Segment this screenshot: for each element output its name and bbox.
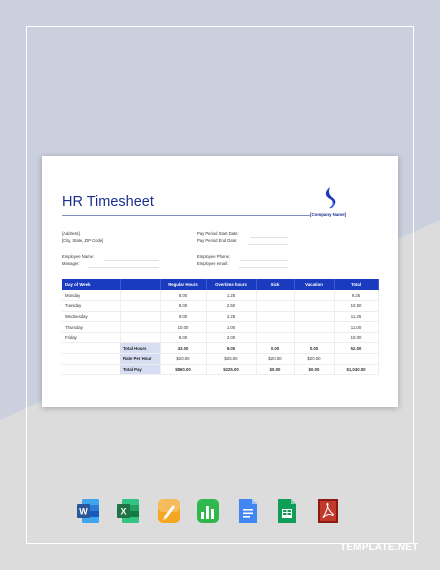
summary-cell: $1,040.00 <box>334 364 378 375</box>
table-cell[interactable]: 9.00 <box>160 311 206 322</box>
table-cell[interactable] <box>256 332 294 343</box>
table-cell: 10.00 <box>334 332 378 343</box>
table-row <box>62 301 378 312</box>
column-header: Overtime hours <box>206 279 256 290</box>
employee-email-field[interactable] <box>239 267 288 268</box>
city-state-zip: [City, State, ZIP Code] <box>62 238 104 243</box>
brand-watermark <box>340 542 418 553</box>
employee-phone-label: Employee Phone: <box>197 254 231 259</box>
rate-cell[interactable]: $20.00 <box>256 354 294 365</box>
blank-cell <box>62 343 120 354</box>
table-cell: 11.00 <box>334 322 378 333</box>
table-cell[interactable]: 1.25 <box>206 290 256 301</box>
day-cell: Friday <box>62 332 120 343</box>
google-docs-icon[interactable] <box>236 497 260 525</box>
column-header: Regular Hours <box>160 279 206 290</box>
timesheet-document <box>42 156 398 407</box>
table-cell: 11.25 <box>334 311 378 322</box>
table-cell[interactable] <box>256 301 294 312</box>
table-header-row <box>62 279 378 290</box>
table-cell: 9.25 <box>334 290 378 301</box>
table-cell[interactable]: 8.00 <box>160 332 206 343</box>
day-cell: Thursday <box>62 322 120 333</box>
column-header: Day of Week <box>62 279 120 290</box>
pay-period-end-field[interactable] <box>248 244 288 245</box>
table-cell[interactable]: 2.25 <box>206 311 256 322</box>
svg-text:X: X <box>120 506 127 517</box>
company-name: [Company Name] <box>310 212 347 217</box>
summary-cell: 9.00 <box>206 343 256 354</box>
table-cell[interactable] <box>256 322 294 333</box>
day-cell: Tuesday <box>62 301 120 312</box>
table-cell[interactable]: 2.00 <box>206 332 256 343</box>
table-cell[interactable]: 10.00 <box>160 322 206 333</box>
pay-period-start-label: Pay Period Start Date: <box>197 231 239 236</box>
manager-field[interactable] <box>88 267 159 268</box>
rate-cell[interactable]: $20.00 <box>160 354 206 365</box>
table-cell[interactable] <box>294 311 334 322</box>
pay-period-end-label: Pay Period End Date: <box>197 238 238 243</box>
employee-name-field[interactable] <box>104 260 159 261</box>
table-cell[interactable] <box>120 311 160 322</box>
address-line: [Address] <box>62 231 80 236</box>
summary-cell: 0.00 <box>256 343 294 354</box>
pdf-icon[interactable] <box>316 497 340 525</box>
table-row <box>62 311 378 322</box>
column-header: Sick <box>256 279 294 290</box>
brand-name: TEMPLATE <box>340 542 395 553</box>
summary-cell: 0.00 <box>294 343 334 354</box>
rate-cell[interactable]: $20.00 <box>294 354 334 365</box>
google-sheets-icon[interactable] <box>275 497 299 525</box>
table-cell[interactable] <box>120 301 160 312</box>
table-cell[interactable] <box>120 332 160 343</box>
summary-cell: $860.00 <box>160 364 206 375</box>
table-cell[interactable] <box>294 322 334 333</box>
table-cell: 10.50 <box>334 301 378 312</box>
title-rule <box>62 215 310 216</box>
manager-label: Manager: <box>62 261 80 266</box>
rate-per-hour-row <box>62 354 378 365</box>
summary-cell: $0.00 <box>256 364 294 375</box>
summary-cell <box>334 354 378 365</box>
table-cell[interactable] <box>294 332 334 343</box>
company-logo-icon <box>322 186 338 212</box>
summary-cell: $225.00 <box>206 364 256 375</box>
table-cell[interactable] <box>256 290 294 301</box>
blank-cell <box>62 364 120 375</box>
pay-period-start-field[interactable] <box>250 237 288 238</box>
summary-label: Total Pay <box>120 364 160 375</box>
column-header: Vacation <box>294 279 334 290</box>
employee-phone-field[interactable] <box>240 260 288 261</box>
table-row <box>62 290 378 301</box>
table-cell[interactable] <box>120 322 160 333</box>
total-hours-row <box>62 343 378 354</box>
blank-cell <box>62 354 120 365</box>
excel-icon[interactable] <box>116 497 140 525</box>
numbers-icon[interactable] <box>196 497 220 525</box>
table-cell[interactable]: 8.00 <box>160 301 206 312</box>
employee-email-label: Employee email: <box>197 261 228 266</box>
table-cell[interactable]: 1.00 <box>206 322 256 333</box>
summary-cell: 43.00 <box>160 343 206 354</box>
pages-icon[interactable] <box>157 497 181 525</box>
brand-suffix: .NET <box>394 542 419 553</box>
word-icon[interactable] <box>76 497 100 525</box>
column-header: Total <box>334 279 378 290</box>
employee-name-label: Employee Name: <box>62 254 95 259</box>
table-cell[interactable] <box>120 290 160 301</box>
rate-cell[interactable]: $25.00 <box>206 354 256 365</box>
summary-label: Rate Per Hour <box>120 354 160 365</box>
timesheet-table <box>62 279 379 375</box>
summary-cell: $0.00 <box>294 364 334 375</box>
total-pay-row <box>62 364 378 375</box>
summary-cell: 52.00 <box>334 343 378 354</box>
table-cell[interactable]: 8.00 <box>160 290 206 301</box>
day-cell: Monday <box>62 290 120 301</box>
column-header <box>120 279 160 290</box>
table-cell[interactable] <box>256 311 294 322</box>
table-row <box>62 332 378 343</box>
table-cell[interactable] <box>294 290 334 301</box>
summary-label: Total Hours <box>120 343 160 354</box>
table-cell[interactable] <box>294 301 334 312</box>
day-cell: Wednesday <box>62 311 120 322</box>
table-row <box>62 322 378 333</box>
table-cell[interactable]: 2.50 <box>206 301 256 312</box>
document-title: HR Timesheet <box>62 194 154 210</box>
svg-text:W: W <box>79 506 88 517</box>
